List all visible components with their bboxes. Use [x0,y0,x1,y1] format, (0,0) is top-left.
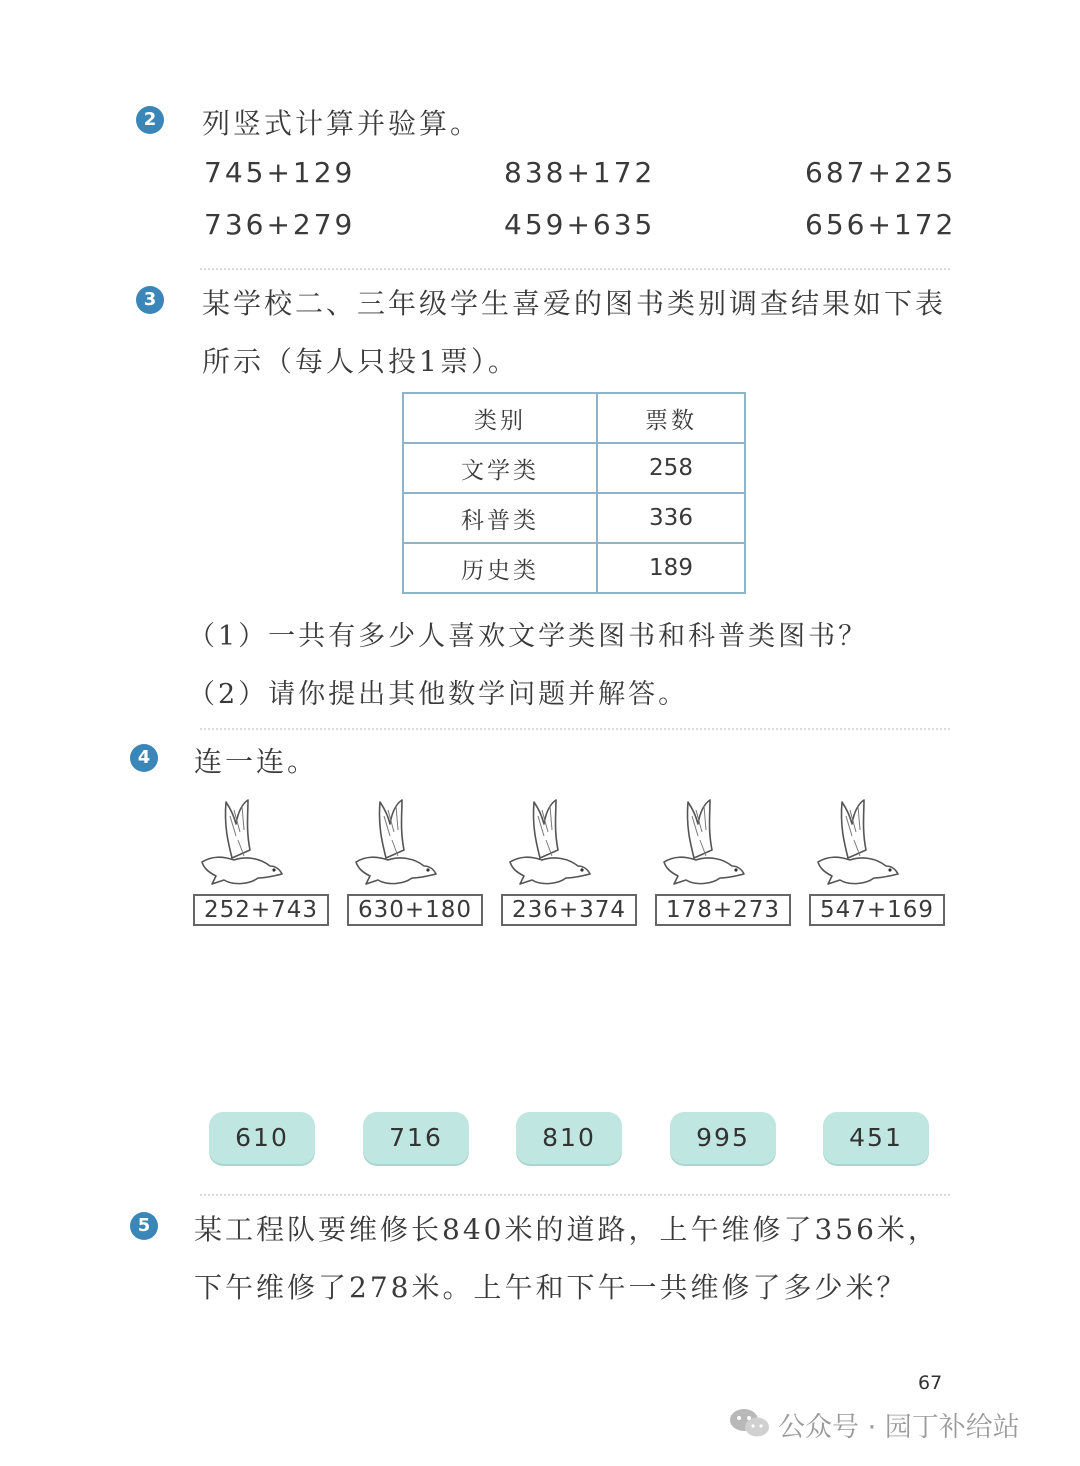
page-number: 67 [918,1372,943,1394]
question-3-sub-1: （1）一共有多少人喜欢文学类图书和科普类图书？ [188,621,869,652]
match-expression-1[interactable]: 252+743 [193,894,329,926]
question-5-line-2: 下午维修了278米。上午和下午一共维修了多少米？ [194,1271,908,1304]
table-cell-category: 文学类 [403,443,597,493]
match-answer-3[interactable]: 810 [516,1112,622,1164]
watermark-text: 公众号 · 园丁补给站 [778,1412,1020,1443]
question-number-3: 3 [136,286,164,314]
match-expression-5[interactable]: 547+169 [809,894,945,926]
table-header-category: 类别 [403,393,597,443]
question-5-line-1: 某工程队要维修长840米的道路，上午维修了356米， [194,1213,939,1246]
dove-icon [198,796,288,894]
match-answer-5[interactable]: 451 [823,1112,929,1164]
wechat-icon [728,1406,772,1440]
table-cell-votes: 336 [597,493,745,543]
match-answer-1[interactable]: 610 [209,1112,315,1164]
question-number-2: 2 [136,106,164,134]
table-cell-votes: 258 [597,443,745,493]
dove-icon [660,796,750,894]
q2-expr-2: 838+172 [504,156,656,189]
question-number-4: 4 [130,744,158,772]
table-cell-votes: 189 [597,543,745,593]
vote-table [402,392,746,594]
table-header-row [403,393,745,443]
divider [200,268,950,270]
table-row [403,493,745,543]
dove-icon [506,796,596,894]
table-cell-category: 历史类 [403,543,597,593]
match-expression-4[interactable]: 178+273 [655,894,791,926]
question-3-line-2: 所示（每人只投1票）。 [202,345,519,378]
table-header-votes: 票数 [597,393,745,443]
q2-expr-5: 459+635 [504,208,656,241]
q2-expr-4: 736+279 [204,208,356,241]
match-expression-2[interactable]: 630+180 [347,894,483,926]
q2-expr-1: 745+129 [204,156,356,189]
question-4-title: 连一连。 [194,745,319,778]
table-cell-category: 科普类 [403,493,597,543]
divider [200,1194,950,1196]
question-number-5: 5 [130,1212,158,1240]
dove-icon [814,796,904,894]
divider [200,728,950,730]
question-2-title: 列竖式计算并验算。 [202,107,482,140]
q2-expr-3: 687+225 [805,156,957,189]
question-3-sub-2: （2）请你提出其他数学问题并解答。 [188,679,689,710]
match-expression-3[interactable]: 236+374 [501,894,637,926]
match-answer-4[interactable]: 995 [670,1112,776,1164]
table-row [403,543,745,593]
q2-expr-6: 656+172 [805,208,957,241]
question-3-line-1: 某学校二、三年级学生喜爱的图书类别调查结果如下表 [202,287,947,320]
match-answer-2[interactable]: 716 [363,1112,469,1164]
table-row [403,443,745,493]
dove-icon [352,796,442,894]
